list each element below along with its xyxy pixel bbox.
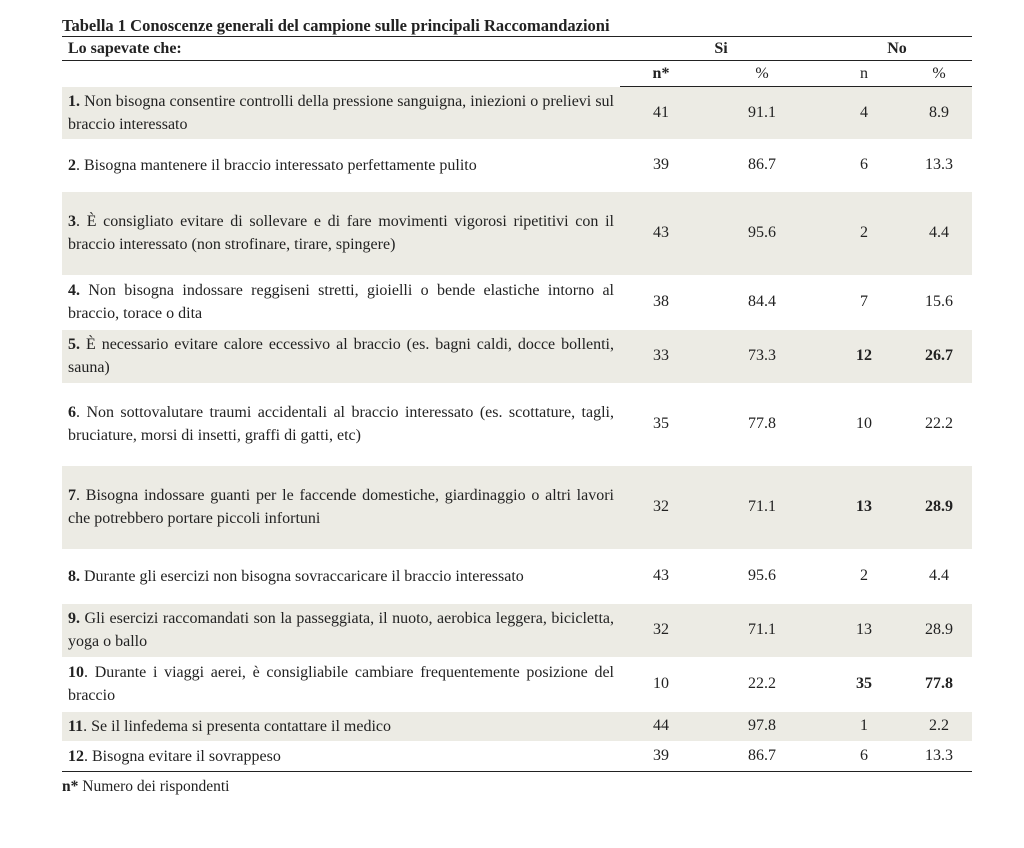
cell-si-n: 43 [620,191,702,275]
table-row [62,275,972,329]
table-row [62,191,972,275]
row-number: 12 [68,747,84,765]
cell-no-pct: 4.4 [906,191,972,275]
row-text [62,275,620,329]
cell-si-pct: 86.7 [748,156,776,173]
row-statement: . Se il linfedema si presenta contattare il medico [83,717,392,735]
cell-no-n: 13 [822,603,906,657]
cell-si-n: 32 [620,465,702,549]
cell-no-n: 6 [860,156,868,173]
cell-si-n: 35 [653,415,669,432]
table-row [62,465,972,549]
cell-si-pct: 77.8 [748,415,776,432]
cell-no-pct: 2.2 [906,711,972,741]
table-row [62,657,972,711]
header-si: Si [714,39,728,57]
row-statement: . È consigliato evitare di sollevare e di fare movimenti vigorosi ripetitivi con il braccio interessato (non strofinare, tirare, spingere) [68,213,614,253]
cell-no-pct: 77.8 [925,675,953,692]
row-statement: È necessario evitare calore eccessivo al braccio (es. bagni caldi, docce bollenti, sauna) [68,336,614,376]
cell-no-pct: 28.9 [906,465,972,549]
table-container [62,16,972,796]
subheader-no-pct: % [906,61,972,87]
row-text [62,603,620,657]
subheader-row [62,61,972,87]
cell-no-pct: 22.2 [925,415,953,432]
row-statement: . Bisogna indossare guanti per le faccende domestiche, giardinaggio o altri lavori che potrebbero portare piccoli infortuni [68,487,614,527]
subheader-si-pct: % [702,61,822,87]
table-row [62,383,972,465]
footnote-text: Numero dei rispondenti [78,777,230,795]
table-row [62,329,972,383]
cell-si-n: 41 [620,87,702,140]
cell-si-n: 33 [620,329,702,383]
row-text [62,465,620,549]
cell-si-n: 10 [653,675,669,692]
subheader-blank [62,61,620,87]
subheader-no-n: n [822,61,906,87]
cell-si-pct: 22.2 [748,675,776,692]
cell-no-n: 13 [822,465,906,549]
table-title: Tabella 1 Conoscenze generali del campione sulle principali Raccomandazioni [62,16,610,35]
row-number: 9. [68,610,80,627]
row-text [62,87,620,140]
row-statement: . Non sottovalutare traumi accidentali al braccio interessato (es. scottature, tagli, bruciature, morsi di insetti, graffi di gatti, etc) [68,404,614,444]
row-statement: Non bisogna indossare reggiseni stretti, gioielli o bende elastiche intorno al braccio, torace o dita [68,282,614,322]
table-row [62,603,972,657]
header-no: No [887,39,907,57]
cell-no-n: 7 [860,293,868,310]
cell-si-pct: 91.1 [702,87,822,140]
header-row [62,37,972,61]
table-row [62,139,972,191]
table-row [62,711,972,741]
cell-si-pct: 71.1 [702,465,822,549]
row-number: 7 [68,487,76,504]
cell-no-n: 2 [822,191,906,275]
cell-no-pct: 13.3 [925,156,953,173]
row-number: 3 [68,213,76,230]
cell-si-n: 32 [620,603,702,657]
row-text [62,741,620,771]
cell-no-pct: 13.3 [925,747,953,764]
cell-si-pct: 84.4 [748,293,776,310]
cell-no-n: 35 [856,675,872,692]
cell-no-n: 6 [860,747,868,764]
row-statement: . Bisogna mantenere il braccio interessato perfettamente pulito [76,156,477,174]
cell-no-pct: 26.7 [906,329,972,383]
subheader-si-n: n* [620,61,702,87]
row-text [62,711,620,741]
row-number: 10 [68,664,84,681]
cell-si-pct: 97.8 [702,711,822,741]
cell-si-n: 44 [620,711,702,741]
cell-no-n: 12 [822,329,906,383]
cell-no-n: 2 [860,567,868,584]
cell-si-n: 38 [653,293,669,310]
row-text [62,329,620,383]
row-number: 8. [68,567,80,585]
row-statement: Durante gli esercizi non bisogna sovraccaricare il braccio interessato [80,567,524,585]
cell-no-pct: 15.6 [925,293,953,310]
cell-no-n: 4 [822,87,906,140]
cell-no-pct: 28.9 [906,603,972,657]
row-statement: Gli esercizi raccomandati son la passeggiata, il nuoto, aerobica leggera, bicicletta, yoga o ballo [68,610,614,650]
cell-si-pct: 95.6 [702,191,822,275]
cell-no-n: 1 [822,711,906,741]
footnote [62,778,972,796]
row-statement: Non bisogna consentire controlli della pressione sanguigna, iniezioni o prelievi sul braccio interessato [68,92,614,133]
row-statement: . Bisogna evitare il sovrappeso [84,747,281,765]
row-number: 4. [68,282,80,299]
cell-no-n: 10 [856,415,872,432]
cell-no-pct: 4.4 [929,567,949,584]
cell-si-pct: 73.3 [702,329,822,383]
row-text [62,657,620,711]
row-text [62,383,620,465]
cell-si-n: 39 [653,156,669,173]
row-statement: . Durante i viaggi aerei, è consigliabile cambiare frequentemente posizione del braccio [68,664,614,704]
cell-si-n: 39 [653,747,669,764]
row-number: 6 [68,404,76,421]
cell-no-pct: 8.9 [906,87,972,140]
row-number: 1. [68,92,80,110]
header-label: Lo sapevate che: [68,39,182,57]
recommendations-table [62,36,972,772]
row-number: 5. [68,336,80,353]
cell-si-pct: 95.6 [748,567,776,584]
row-text [62,549,620,603]
table-row [62,549,972,603]
row-text [62,139,620,191]
footnote-mark: n* [62,777,79,795]
row-text [62,191,620,275]
table-row [62,741,972,771]
table-row [62,87,972,140]
cell-si-n: 43 [653,567,669,584]
cell-si-pct: 86.7 [748,747,776,764]
cell-si-pct: 71.1 [702,603,822,657]
row-number: 11 [68,717,84,735]
row-number: 2 [68,156,76,174]
